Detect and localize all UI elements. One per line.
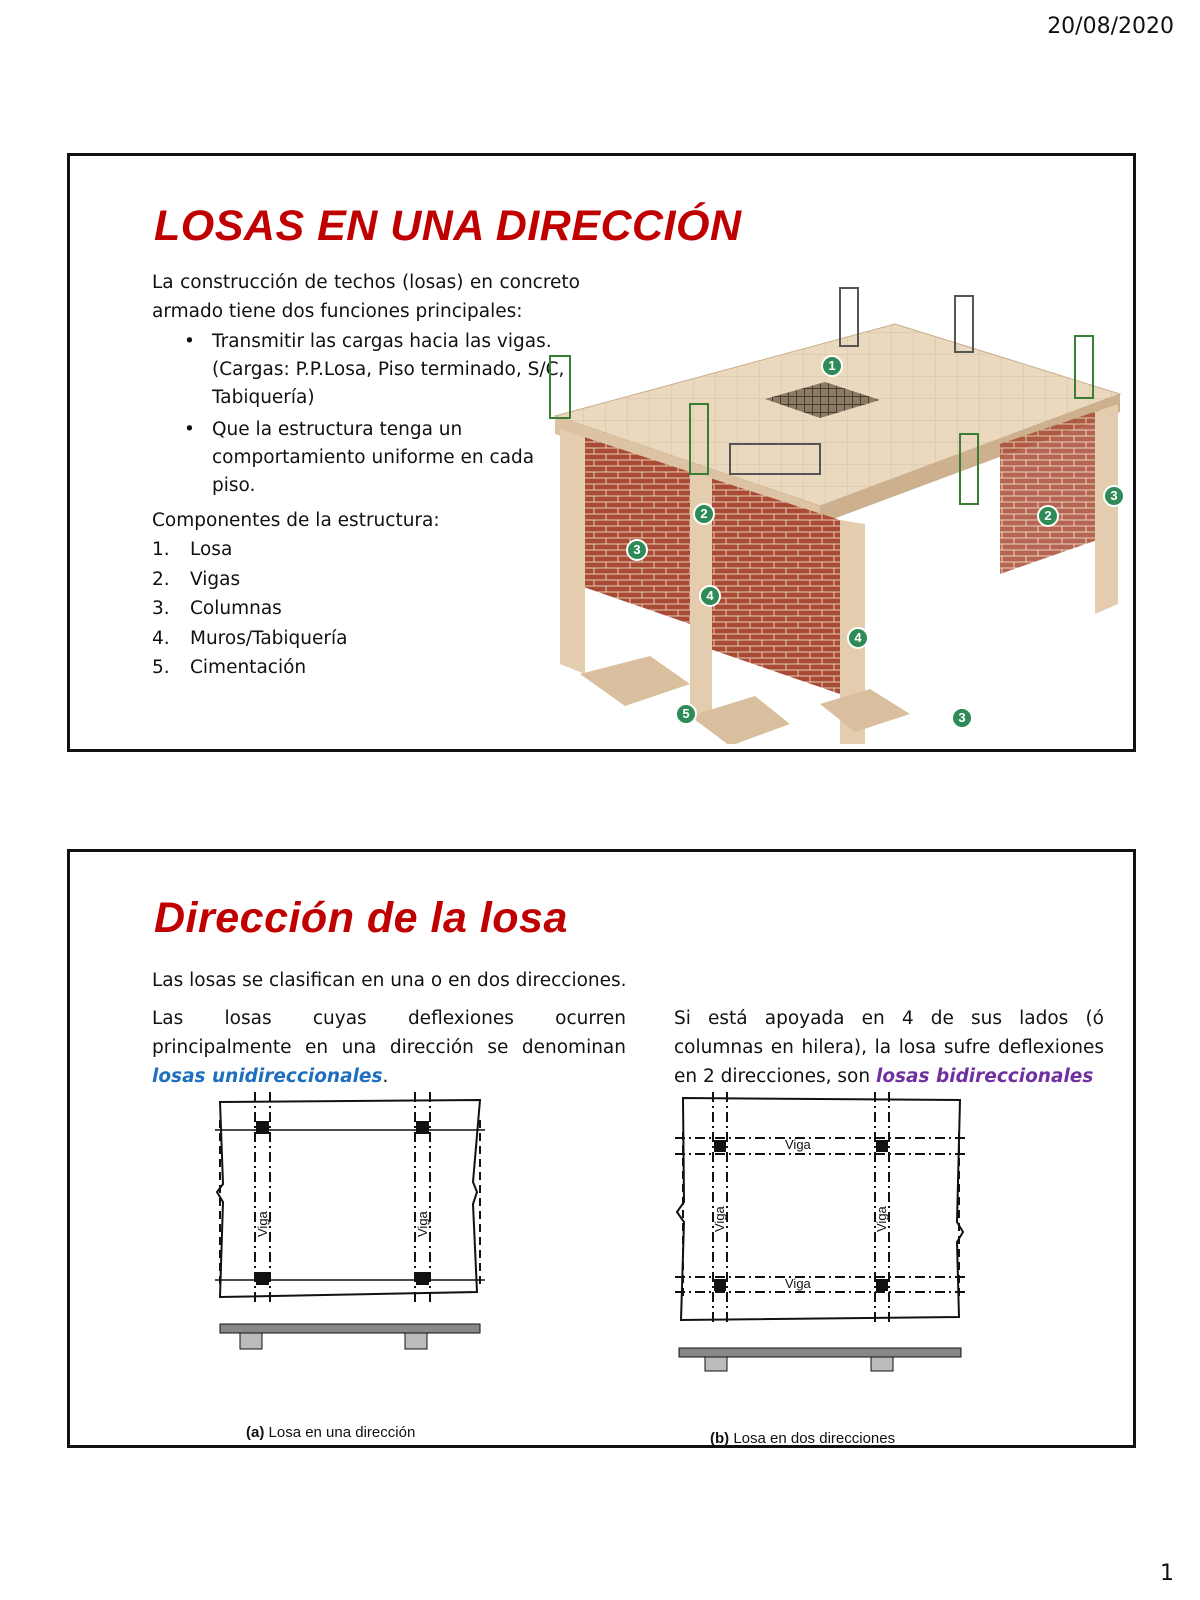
component-label: Vigas <box>190 568 241 590</box>
structure-illustration <box>540 244 1130 744</box>
components-title: Componentes de la estructura: <box>152 510 440 531</box>
component-label: Cimentación <box>190 657 307 678</box>
svg-text:1: 1 <box>828 358 836 373</box>
svg-text:2: 2 <box>700 506 708 521</box>
component-label: Losa <box>190 539 233 560</box>
intro-paragraph: La construcción de techos (losas) en concreto armado tiene dos funciones principales: <box>152 272 580 322</box>
caption-letter: (b) <box>710 1430 730 1447</box>
svg-text:2: 2 <box>1044 508 1052 523</box>
caption-one-way <box>246 1424 415 1441</box>
beam-label-top: Viga <box>785 1137 811 1152</box>
component-item <box>152 624 580 654</box>
one-way-slab-diagram <box>215 1092 485 1422</box>
component-number: 5. <box>152 657 170 678</box>
marker-1 <box>822 356 842 376</box>
component-item <box>152 653 580 683</box>
caption-text: Losa en dos direcciones <box>729 1430 896 1447</box>
function-item: • Que la estructura tenga un comportamiento uniforme en cada piso. <box>184 416 580 500</box>
beam-label-right: Viga <box>415 1211 430 1237</box>
beam-label-left: Viga <box>712 1206 727 1232</box>
marker-3c <box>952 708 972 728</box>
slide1-text-block <box>152 268 580 683</box>
component-number: 1. <box>152 539 170 560</box>
caption-text: Losa en una dirección <box>264 1424 416 1441</box>
marker-2b <box>1038 506 1058 526</box>
components-list <box>152 535 580 683</box>
beam-label-right: Viga <box>874 1206 889 1232</box>
classification-lead: Las losas se clasifican en una o en dos direcciones. <box>152 970 627 991</box>
component-number: 2. <box>152 568 170 590</box>
svg-text:3: 3 <box>633 542 641 557</box>
marker-5 <box>676 704 696 724</box>
functions-list <box>152 328 580 500</box>
two-way-text: Si está apoyada en 4 de sus lados (ó columnas en hilera), la losa sufre deflexiones en 2 direcciones, son <box>674 1008 1104 1087</box>
component-item <box>152 594 580 624</box>
function-item: • Transmitir las cargas hacia las vigas. (Cargas: P.P.Losa, Piso terminado, S/C, Tabiquería) <box>184 328 580 412</box>
slide2-title: Dirección de la losa <box>154 894 568 942</box>
svg-text:5: 5 <box>682 706 690 721</box>
beam-label-left: Viga <box>255 1211 270 1237</box>
marker-3b <box>1104 486 1124 506</box>
marker-4 <box>700 586 720 606</box>
svg-text:4: 4 <box>706 588 714 603</box>
component-number: 4. <box>152 627 170 649</box>
component-label: Columnas <box>190 598 282 619</box>
svg-text:3: 3 <box>958 710 966 725</box>
svg-text:3: 3 <box>1110 488 1118 503</box>
one-way-end: . <box>382 1066 389 1087</box>
page-date: 20/08/2020 <box>1047 14 1174 39</box>
page-number: 1 <box>1160 1561 1174 1586</box>
marker-2 <box>694 504 714 524</box>
svg-text:4: 4 <box>854 630 862 645</box>
slide1-title: LOSAS EN UNA DIRECCIÓN <box>154 202 742 250</box>
marker-4b <box>848 628 868 648</box>
one-way-description <box>152 1004 626 1091</box>
component-item <box>152 535 580 565</box>
component-label: Muros/Tabiquería <box>190 627 348 649</box>
one-way-term: losas unidireccionales <box>152 1066 383 1087</box>
two-way-slab-diagram <box>675 1092 965 1437</box>
slide-direccion-losa <box>67 849 1136 1448</box>
slide-losas-una-direccion <box>67 153 1136 752</box>
component-number: 3. <box>152 598 170 619</box>
two-way-term: losas bidireccionales <box>875 1066 1094 1087</box>
caption-two-way <box>710 1430 895 1447</box>
one-way-text: Las losas cuyas deflexiones ocurren principalmente en una dirección se denominan <box>152 1008 626 1058</box>
two-way-description <box>674 1004 1104 1091</box>
component-item <box>152 565 580 595</box>
marker-3 <box>627 540 647 560</box>
caption-letter: (a) <box>246 1424 265 1441</box>
beam-label-bottom: Viga <box>785 1276 811 1291</box>
